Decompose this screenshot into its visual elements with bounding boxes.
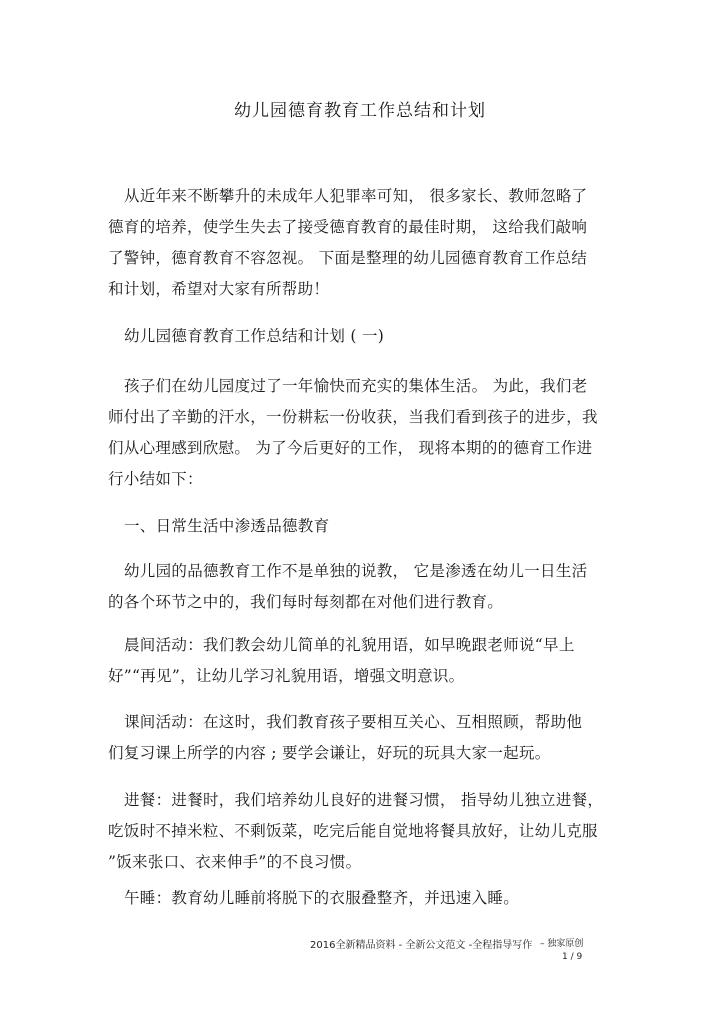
text-line: 行小结如下：	[108, 470, 203, 488]
paragraph-5	[108, 785, 608, 878]
text-line: 从近年来不断攀升的未成年人犯罪率可知， 很多家长、教师忽略了	[124, 187, 588, 205]
text-line: 晨间活动：我们教会幼儿简单的礼貌用语，如早晚跟老师说“早上	[124, 636, 575, 654]
text-line: 的各个环节之中的，我们每时每刻都在对他们进行教育。	[108, 593, 504, 611]
text-line: 了警钟，德育教育不容忽视。 下面是整理的幼儿园德育教育工作总结	[108, 249, 588, 267]
text-line: 吃饭时不掉米粒、不剩饭菜，吃完后能自觉地将餐具放好，让幼儿克服	[108, 822, 598, 840]
heading-daily-life: 一、日常生活中渗透品德教育	[124, 517, 330, 535]
text-line: 课间活动：在这时，我们教育孩子要相互关心、互相照顾，帮助他	[124, 713, 583, 731]
text-line: 师付出了辛勤的汗水，一份耕耘一份收获，当我们看到孩子的进步，我	[108, 408, 598, 426]
footer-suffix: – 独家原创	[540, 939, 584, 949]
document-title: 幼儿园德育教育工作总结和计划	[234, 101, 486, 121]
text-line: 们从心理感到欣慰。 为了今后更好的工作， 现将本期的的德育工作进	[108, 439, 593, 457]
text-line: 幼儿园的品德教育工作不是单独的说教， 它是渗透在幼儿一日生活	[124, 562, 588, 580]
paragraph-6	[108, 883, 608, 914]
text-line: 孩子们在幼儿园度过了一年愉快而充实的集体生活。 为此，我们老	[124, 377, 588, 395]
text-line: ”饭来张口、衣来伸手”的不良习惯。	[108, 853, 362, 871]
paragraph-1	[108, 371, 608, 495]
text-line: 午睡：教育幼儿睡前将脱下的衣服叠整齐，并迅速入睡。	[124, 889, 520, 907]
paragraph-3	[108, 630, 608, 692]
text-line: 好”“再见”，让幼儿学习礼貌用语，增强文明意识。	[108, 667, 465, 685]
paragraph-2	[108, 556, 608, 618]
intro-paragraph	[108, 181, 608, 305]
footer-text: 2016全新精品资料 - 全新公文范文 -全程指导写作	[310, 940, 533, 951]
text-line: 德育的培养，使学生失去了接受德育教育的最佳时期， 这给我们敲响	[108, 218, 588, 236]
text-line: 们复习课上所学的内容 ; 要学会谦让，好玩的玩具大家一起玩。	[108, 744, 551, 762]
paragraph-4	[108, 707, 608, 769]
text-line: 和计划，希望对大家有所帮助！	[108, 280, 330, 298]
text-line: 进餐：进餐时，我们培养幼儿良好的进餐习惯， 指导幼儿独立进餐，	[124, 791, 604, 809]
page-number: 1 / 9	[562, 952, 583, 962]
section-title: 幼儿园德育教育工作总结和计划 ( 一)	[124, 327, 385, 345]
